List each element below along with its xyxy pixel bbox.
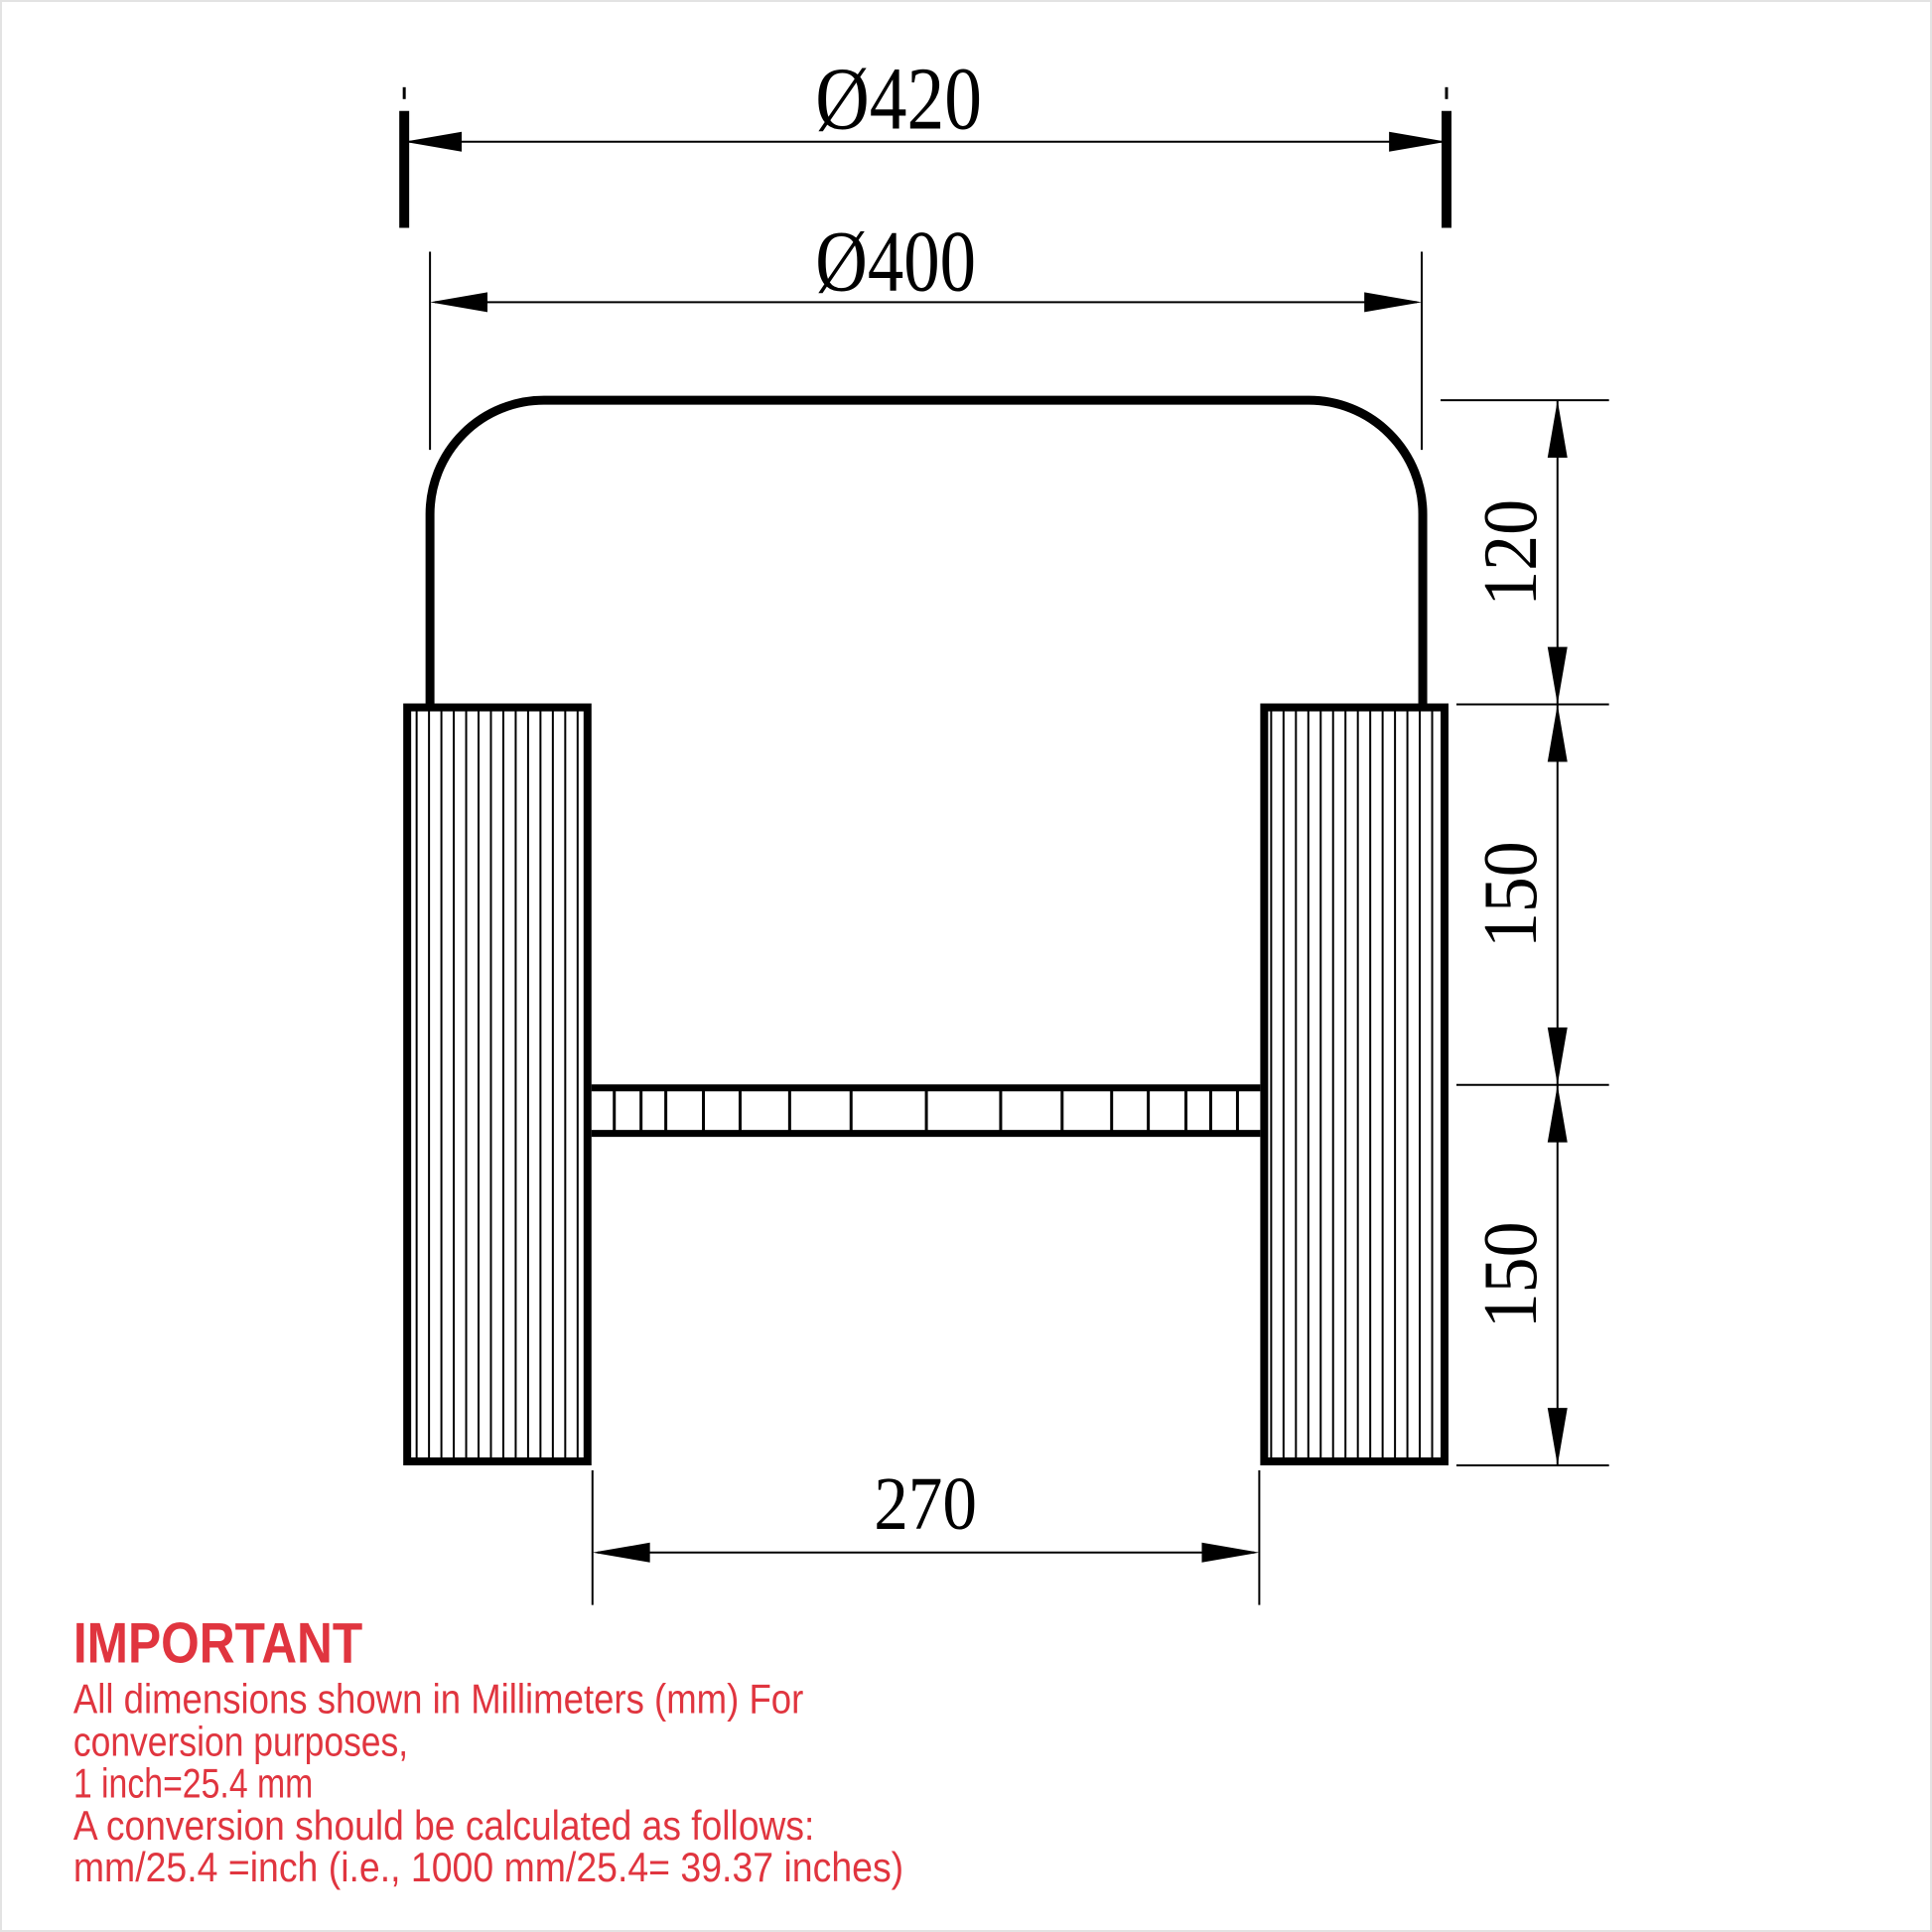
chain-arrow-top-icon	[1548, 400, 1568, 458]
chain-arrow-legtop-up-icon	[1548, 705, 1568, 762]
chain-arrow-stretcher-down-icon	[1548, 1028, 1568, 1085]
dim270-left-arrow-icon	[593, 1543, 650, 1563]
left-leg	[407, 708, 588, 1461]
note-line-2: conversion purposes,	[72, 1718, 409, 1765]
dim270-label: 270	[874, 1461, 977, 1546]
stretcher-hatch	[615, 1091, 1238, 1131]
note-line-4: A conversion should be calculated as follows:	[72, 1802, 815, 1850]
note-title: IMPORTANT	[72, 1611, 363, 1676]
dim150-lower-label: 150	[1466, 1212, 1553, 1329]
right-leg	[1264, 708, 1445, 1461]
note-line-3: 1 inch=25.4 mm	[72, 1759, 314, 1807]
dim120-label: 120	[1466, 489, 1553, 607]
note-line-1: All dimensions shown in Millimeters (mm) For	[72, 1675, 804, 1723]
chain-arrow-stretcher-up-icon	[1548, 1085, 1568, 1143]
dim400-left-arrow-icon	[430, 292, 487, 312]
dim420-left-arrow-icon	[404, 132, 462, 152]
chain-arrow-bottom-icon	[1548, 1408, 1568, 1465]
dim400-label: Ø400	[815, 212, 976, 310]
dim420-label: Ø420	[815, 50, 982, 149]
dim150-upper-label: 150	[1466, 832, 1553, 949]
dim420-right-arrow-icon	[1389, 132, 1447, 152]
note-line-5: mm/25.4 =inch (i.e., 1000 mm/25.4= 39.37 inches)	[72, 1844, 904, 1891]
dim270-right-arrow-icon	[1202, 1543, 1260, 1563]
dim400-right-arrow-icon	[1364, 292, 1422, 312]
technical-drawing	[2, 2, 1930, 1930]
chain-arrow-legtop-down-icon	[1548, 647, 1568, 705]
seat-outline	[430, 400, 1423, 705]
